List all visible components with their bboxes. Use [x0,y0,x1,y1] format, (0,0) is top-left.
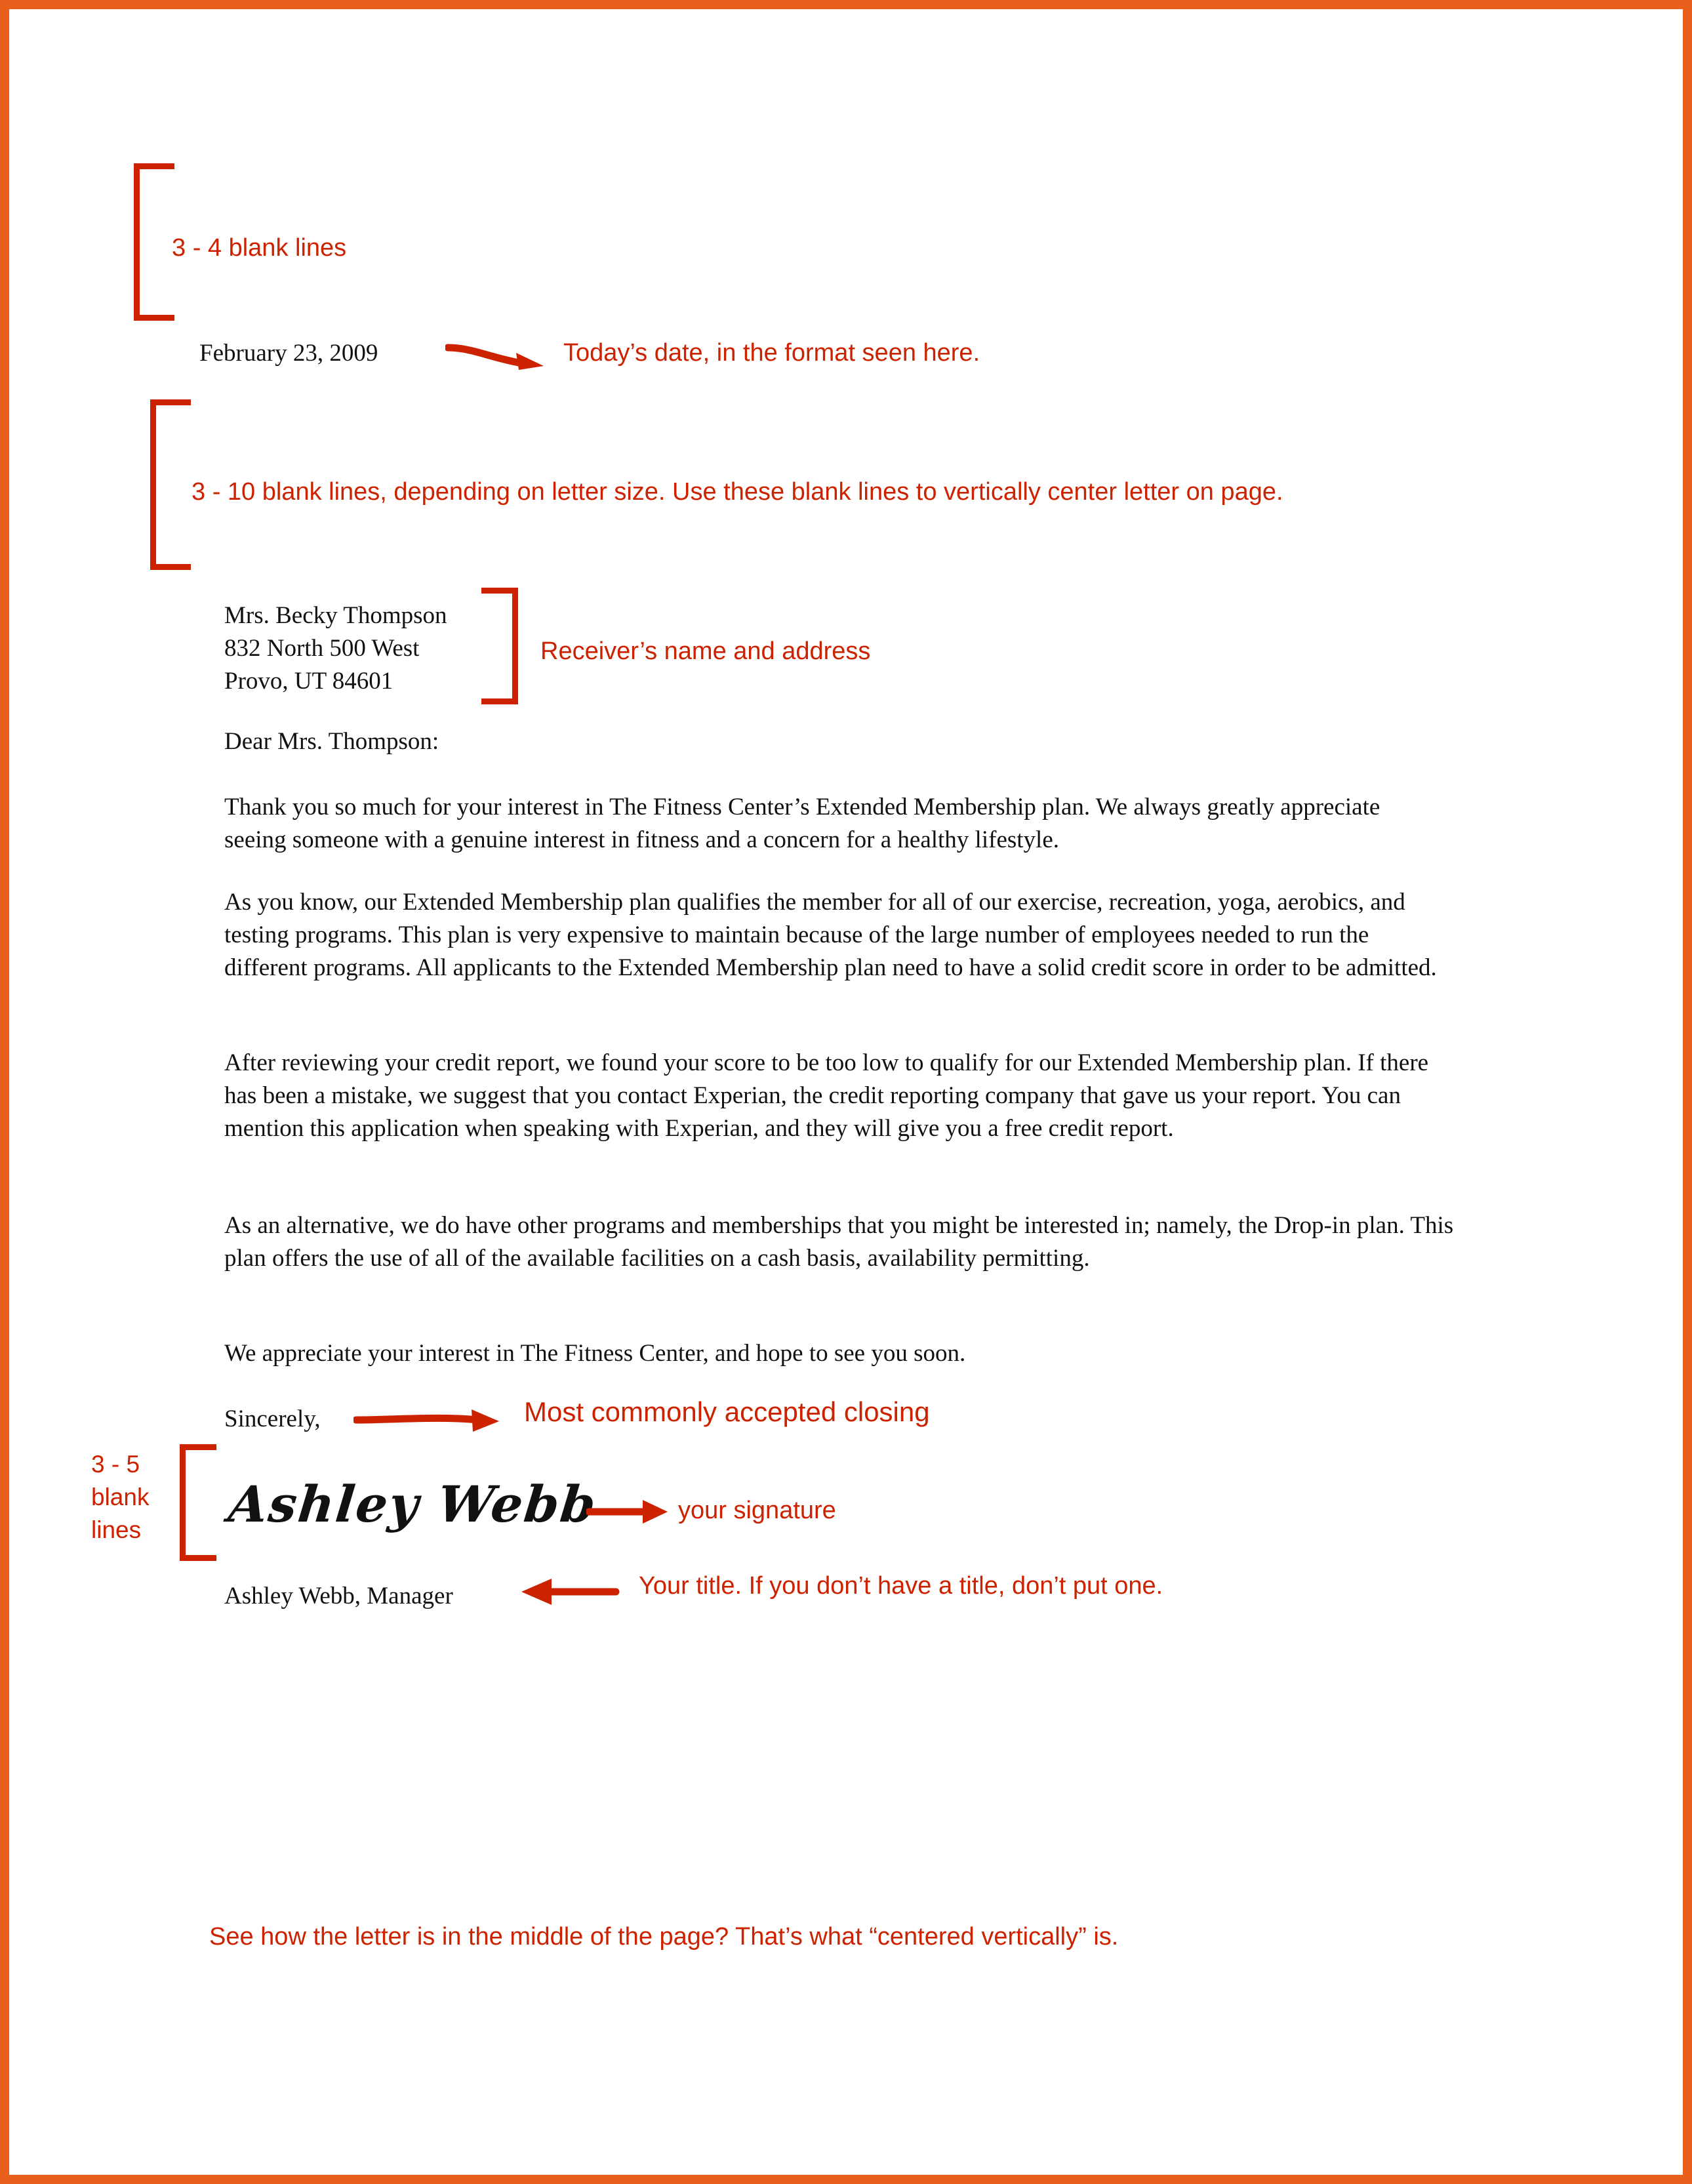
letter-paragraph-5: We appreciate your interest in The Fitness Center, and hope to see you soon. [224,1340,966,1367]
signature-blank-lines-line-3: lines [91,1516,142,1543]
signature-block: Ashley Webb, Manager [224,1583,453,1609]
mid-blank-lines-bracket [150,399,191,570]
letter-sheet [22,22,1670,2162]
title-note-label: Your title. If you don’t have a title, don’t put one. [639,1572,1163,1600]
signature-blank-lines-line-1: 3 - 5 [91,1451,140,1478]
date-note-label: Today’s date, in the format seen here. [563,339,980,367]
date-note-arrow [445,337,550,378]
receiver-address-bracket [481,588,518,704]
letter-date: February 23, 2009 [199,340,378,367]
title-note-arrow [517,1573,622,1610]
letter-paragraph-2: As you know, our Extended Membership plan qualifies the member for all of our exercise, recreation, yoga, aerobics, and testing programs. This plan is very expensive to maintain because of the large number of employees needed to run the different programs. All applicants to the Extended Membership plan need to have a solid credit score in order to be admitted. [224,889,1437,981]
handwritten-signature: Ashley Webb [226,1475,600,1533]
closing-note-arrow [353,1403,504,1440]
signature-blank-lines-bracket [180,1444,216,1561]
signature-blank-lines-line-2: blank [91,1484,150,1510]
signature-note-arrow [586,1495,672,1529]
top-blank-lines-bracket [134,163,174,321]
letter-closing: Sincerely, [224,1405,321,1432]
signature-note-label: your signature [678,1497,836,1524]
letter-paragraph-4: As an alternative, we do have other programs and memberships that you might be interested in; namely, the Drop-in plan. This plan offers the use of all of the available facilities on a cash basis, availability permitting. [224,1212,1454,1272]
footer-note-label: See how the letter is in the middle of the page? That’s what “centered vertically” is. [209,1923,1119,1951]
recipient-city-state-zip: Provo, UT 84601 [224,668,393,695]
recipient-street: 832 North 500 West [224,635,420,662]
letter-salutation: Dear Mrs. Thompson: [224,728,439,755]
closing-note-label: Most commonly accepted closing [524,1396,930,1427]
mid-blank-lines-label: 3 - 10 blank lines, depending on letter size. Use these blank lines to vertically center letter on page. [191,478,1283,506]
top-blank-lines-label: 3 - 4 blank lines [172,234,347,262]
letter-paragraph-3: After reviewing your credit report, we found your score to be too low to qualify for our Extended Membership plan. If there has been a mistake, we suggest that you contact Experian, the credit reporting company that gave us your report. You can mention this application when speaking with Experian, and they will give you a free credit report. [224,1049,1429,1142]
receiver-note-label: Receiver’s name and address [540,637,871,665]
recipient-name: Mrs. Becky Thompson [224,602,447,629]
letter-paragraph-1: Thank you so much for your interest in The Fitness Center’s Extended Membership plan. We always greatly appreciate seeing someone with a genuine interest in fitness and a concern for a healthy lifestyle. [224,794,1380,853]
